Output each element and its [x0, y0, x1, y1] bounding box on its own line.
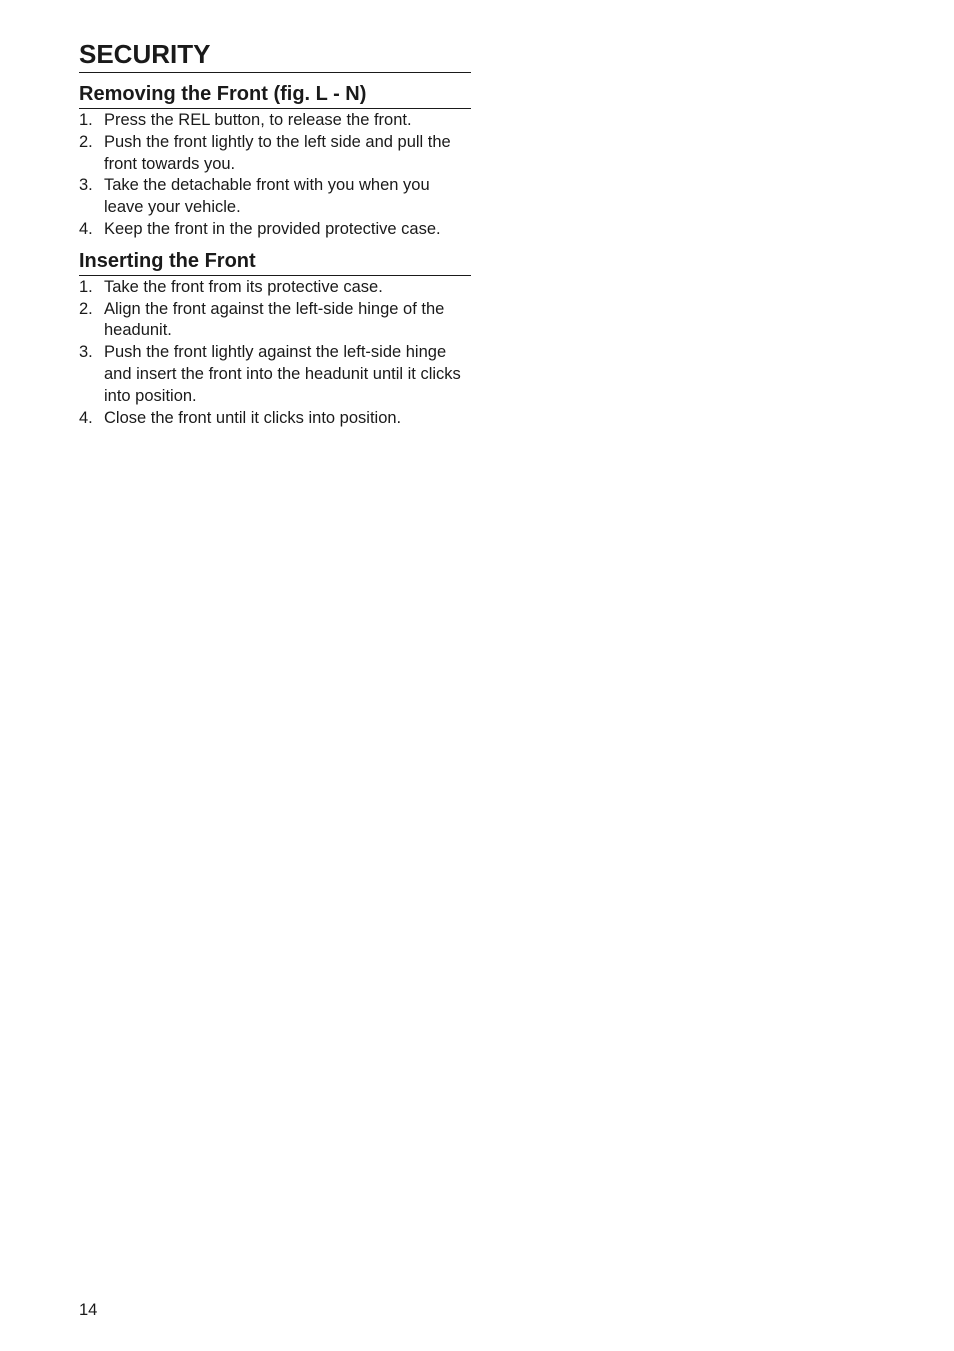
- step-number: 3.: [79, 343, 93, 362]
- list-item: [79, 299, 471, 343]
- step-text: Align the front against the left-side hinge of the headunit.: [104, 299, 445, 340]
- content-column: [79, 38, 471, 429]
- step-list: [79, 110, 471, 241]
- step-text: Take the front from its protective case.: [104, 277, 383, 296]
- list-item: [79, 277, 471, 299]
- step-text: Push the front lightly to the left side and pull the front towards you.: [104, 132, 451, 173]
- list-item: [79, 219, 471, 241]
- step-number: 2.: [79, 132, 93, 151]
- step-number: 3.: [79, 176, 93, 195]
- step-text: Push the front lightly against the left-side hinge and insert the front into the headunit until it clicks into position.: [104, 343, 461, 405]
- section-inserting-front: [79, 248, 471, 430]
- list-item: [79, 110, 471, 132]
- step-text: Keep the front in the provided protective case.: [104, 219, 441, 238]
- section-title: Inserting the Front: [79, 248, 471, 276]
- step-number: 2.: [79, 299, 93, 318]
- list-item: [79, 175, 471, 219]
- section-title: Removing the Front (fig. L - N): [79, 81, 471, 109]
- step-text: Press the REL button, to release the front.: [104, 111, 412, 129]
- step-number: 4.: [79, 408, 93, 427]
- step-list: [79, 277, 471, 430]
- step-text: Take the detachable front with you when you leave your vehicle.: [104, 176, 430, 217]
- step-number: 1.: [79, 277, 93, 296]
- page-title: SECURITY: [79, 38, 471, 73]
- list-item: [79, 132, 471, 176]
- step-text: Close the front until it clicks into position.: [104, 408, 402, 427]
- page-number: 14: [79, 1301, 98, 1319]
- list-item: [79, 342, 471, 407]
- section-removing-front: [79, 81, 471, 241]
- step-number: 4.: [79, 219, 93, 238]
- step-number: 1.: [79, 111, 93, 129]
- list-item: [79, 408, 471, 430]
